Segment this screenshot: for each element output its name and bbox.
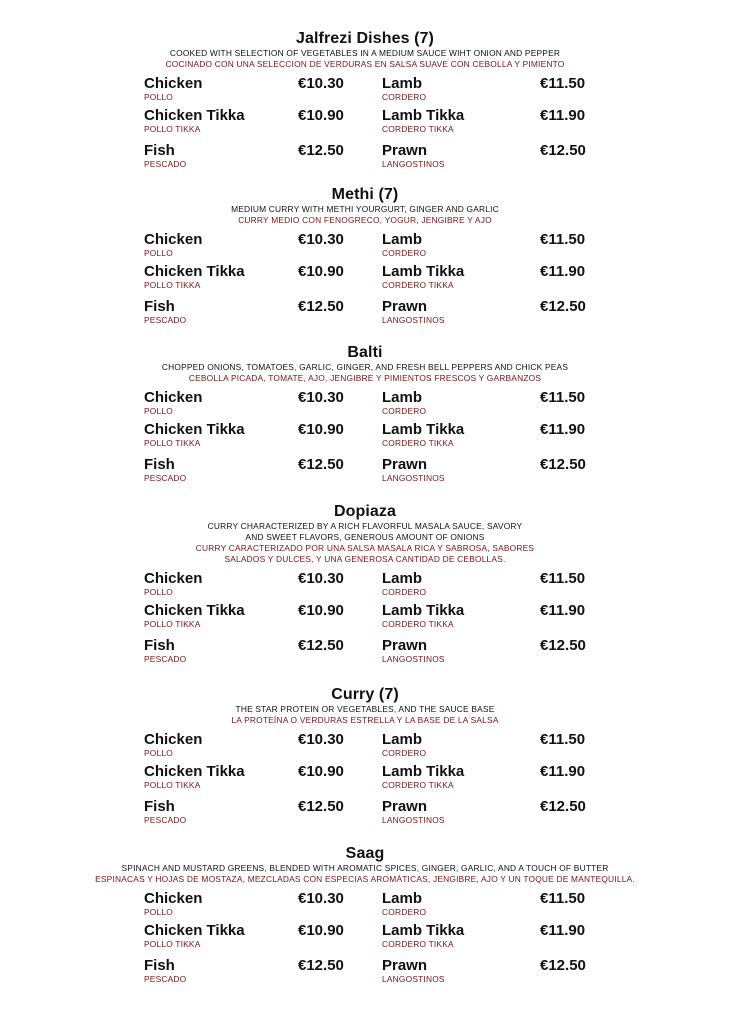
item-name: Lamb (382, 389, 423, 406)
item-price: €12.50 (298, 142, 344, 159)
item-price: €10.30 (298, 389, 344, 406)
item-name: Lamb (382, 731, 423, 748)
item-price: €10.90 (298, 421, 344, 438)
item-translation: LANGOSTINOS (382, 654, 445, 664)
section-description-english: CHOPPED ONIONS, TOMATOES, GARLIC, GINGER, AND FRESH BELL PEPPERS AND CHICK PEAS (161, 362, 569, 372)
item-price: €11.90 (540, 421, 586, 438)
menu-section-dopiaza (0, 503, 730, 664)
item-translation: LANGOSTINOS (382, 315, 445, 325)
section-description-english: COOKED WITH SELECTION OF VEGETABLES IN A MEDIUM SAUCE WIHT ONION AND PEPPER (169, 48, 561, 58)
item-name: Lamb Tikka (382, 263, 465, 280)
item-name: Chicken (144, 389, 203, 406)
item-price: €11.90 (540, 763, 586, 780)
section-title: Methi (7) (331, 186, 399, 203)
item-translation: POLLO TIKKA (144, 280, 201, 290)
item-translation: PESCADO (144, 159, 187, 169)
item-name: Chicken Tikka (144, 922, 245, 939)
item-name: Chicken Tikka (144, 763, 245, 780)
item-price: €11.50 (540, 570, 586, 587)
section-title: Jalfrezi Dishes (7) (296, 30, 434, 47)
item-price: €12.50 (540, 456, 586, 473)
item-translation: POLLO (144, 748, 173, 758)
item-name: Prawn (382, 798, 428, 815)
item-translation: CORDERO TIKKA (382, 280, 454, 290)
item-translation: LANGOSTINOS (382, 159, 445, 169)
section-description-english: MEDIUM CURRY WITH METHI YOURGURT, GINGER AND GARLIC (231, 204, 499, 214)
item-price: €11.50 (540, 75, 586, 92)
item-translation: POLLO TIKKA (144, 438, 201, 448)
item-name: Lamb (382, 890, 423, 907)
menu-section-balti (0, 344, 730, 483)
section-description-english: AND SWEET FLAVORS, GENEROUS AMOUNT OF ONIONS (245, 532, 485, 542)
item-translation: CORDERO (382, 587, 427, 597)
item-price: €11.50 (540, 231, 586, 248)
item-name: Lamb (382, 231, 423, 248)
item-price: €11.50 (540, 890, 586, 907)
item-price: €10.90 (298, 107, 344, 124)
item-name: Chicken Tikka (144, 602, 245, 619)
item-name: Lamb Tikka (382, 421, 465, 438)
item-translation: PESCADO (144, 315, 187, 325)
item-translation: CORDERO (382, 92, 427, 102)
item-translation: POLLO (144, 587, 173, 597)
section-description-spanish: LA PROTEÍNA O VERDURAS ESTRELLA Y LA BASE DE LA SALSA (231, 715, 499, 725)
item-translation: CORDERO TIKKA (382, 780, 454, 790)
item-translation: CORDERO TIKKA (382, 939, 454, 949)
item-price: €10.90 (298, 602, 344, 619)
section-description-spanish: ESPINACAS Y HOJAS DE MOSTAZA, MEZCLADAS CON ESPECIAS AROMÁTICAS, JENGIBRE, AJO Y UN TOQUE DE MANTEQUILLA. (95, 874, 635, 884)
item-price: €11.50 (540, 731, 586, 748)
item-price: €12.50 (298, 298, 344, 315)
item-price: €11.90 (540, 107, 586, 124)
item-name: Fish (144, 142, 175, 159)
menu-section-saag (0, 845, 730, 984)
section-description-english: SPINACH AND MUSTARD GREENS, BLENDED WITH AROMATIC SPICES, GINGER, GARLIC, AND A TOUCH OF BUTTER (121, 863, 609, 873)
item-name: Fish (144, 456, 175, 473)
item-price: €12.50 (540, 637, 586, 654)
item-name: Fish (144, 637, 175, 654)
item-price: €12.50 (298, 637, 344, 654)
item-price: €12.50 (540, 142, 586, 159)
item-translation: POLLO TIKKA (144, 780, 201, 790)
item-name: Prawn (382, 298, 428, 315)
item-price: €11.90 (540, 922, 586, 939)
item-translation: POLLO (144, 92, 173, 102)
item-price: €12.50 (540, 298, 586, 315)
item-name: Fish (144, 957, 175, 974)
item-translation: PESCADO (144, 654, 187, 664)
item-translation: PESCADO (144, 815, 187, 825)
item-price: €10.30 (298, 890, 344, 907)
item-price: €12.50 (298, 798, 344, 815)
item-price: €12.50 (540, 798, 586, 815)
item-name: Lamb Tikka (382, 922, 465, 939)
item-translation: POLLO TIKKA (144, 939, 201, 949)
item-translation: CORDERO (382, 248, 427, 258)
item-name: Chicken (144, 75, 203, 92)
item-name: Lamb Tikka (382, 763, 465, 780)
item-translation: LANGOSTINOS (382, 974, 445, 984)
item-price: €11.90 (540, 263, 586, 280)
item-translation: POLLO TIKKA (144, 124, 201, 134)
item-name: Fish (144, 798, 175, 815)
menu-section-methi-7 (0, 186, 730, 325)
section-description-spanish: CEBOLLA PICADA, TOMATE, AJO, JENGIBRE Y PIMIENTOS FRESCOS Y GARBANZOS (188, 373, 542, 383)
item-price: €10.90 (298, 763, 344, 780)
item-translation: POLLO (144, 248, 173, 258)
item-name: Lamb Tikka (382, 107, 465, 124)
item-price: €10.90 (298, 922, 344, 939)
item-name: Chicken Tikka (144, 107, 245, 124)
item-translation: CORDERO TIKKA (382, 438, 454, 448)
item-name: Chicken (144, 731, 203, 748)
item-price: €10.30 (298, 231, 344, 248)
item-name: Chicken Tikka (144, 421, 245, 438)
section-description-spanish: CURRY MEDIO CON FENOGRECO, YOGUR, JENGIBRE Y AJO (238, 215, 492, 225)
item-translation: CORDERO TIKKA (382, 619, 454, 629)
section-title: Curry (7) (331, 686, 399, 703)
item-price: €10.30 (298, 570, 344, 587)
item-price: €12.50 (298, 456, 344, 473)
section-description-spanish: COCINADO CON UNA SELECCION DE VERDURAS EN SALSA SUAVE CON CEBOLLA Y PIMIENTO (165, 59, 565, 69)
item-name: Lamb (382, 75, 423, 92)
item-name: Lamb Tikka (382, 602, 465, 619)
item-price: €12.50 (298, 957, 344, 974)
section-title: Dopiaza (333, 503, 397, 520)
item-name: Fish (144, 298, 175, 315)
item-translation: LANGOSTINOS (382, 815, 445, 825)
item-translation: PESCADO (144, 473, 187, 483)
item-translation: CORDERO (382, 406, 427, 416)
item-price: €12.50 (540, 957, 586, 974)
item-name: Chicken (144, 890, 203, 907)
item-price: €11.50 (540, 389, 586, 406)
item-price: €10.90 (298, 263, 344, 280)
item-name: Chicken (144, 231, 203, 248)
item-name: Prawn (382, 637, 428, 654)
menu-section-jalfrezi-dishes-7 (0, 30, 730, 169)
item-name: Prawn (382, 456, 428, 473)
section-description-english: CURRY CHARACTERIZED BY A RICH FLAVORFUL MASALA SAUCE, SAVORY (207, 521, 523, 531)
item-translation: LANGOSTINOS (382, 473, 445, 483)
item-name: Prawn (382, 142, 428, 159)
section-description-spanish: SALADOS Y DULCES, Y UNA GENEROSA CANTIDAD DE CEBOLLAS. (224, 554, 506, 564)
item-name: Lamb (382, 570, 423, 587)
item-price: €11.90 (540, 602, 586, 619)
item-name: Prawn (382, 957, 428, 974)
item-translation: POLLO (144, 406, 173, 416)
item-name: Chicken Tikka (144, 263, 245, 280)
item-translation: CORDERO (382, 907, 427, 917)
item-translation: POLLO (144, 907, 173, 917)
item-translation: PESCADO (144, 974, 187, 984)
item-price: €10.30 (298, 731, 344, 748)
section-title: Balti (347, 344, 383, 361)
menu-section-curry-7 (0, 686, 730, 825)
item-price: €10.30 (298, 75, 344, 92)
item-name: Chicken (144, 570, 203, 587)
item-translation: CORDERO (382, 748, 427, 758)
section-title: Saag (345, 845, 385, 862)
item-translation: CORDERO TIKKA (382, 124, 454, 134)
section-description-spanish: CURRY CARACTERIZADO POR UNA SALSA MASALA RICA Y SABROSA, SABORES (195, 543, 535, 553)
item-translation: POLLO TIKKA (144, 619, 201, 629)
section-description-english: THE STAR PROTEIN OR VEGETABLES, AND THE SAUCE BASE (235, 704, 495, 714)
